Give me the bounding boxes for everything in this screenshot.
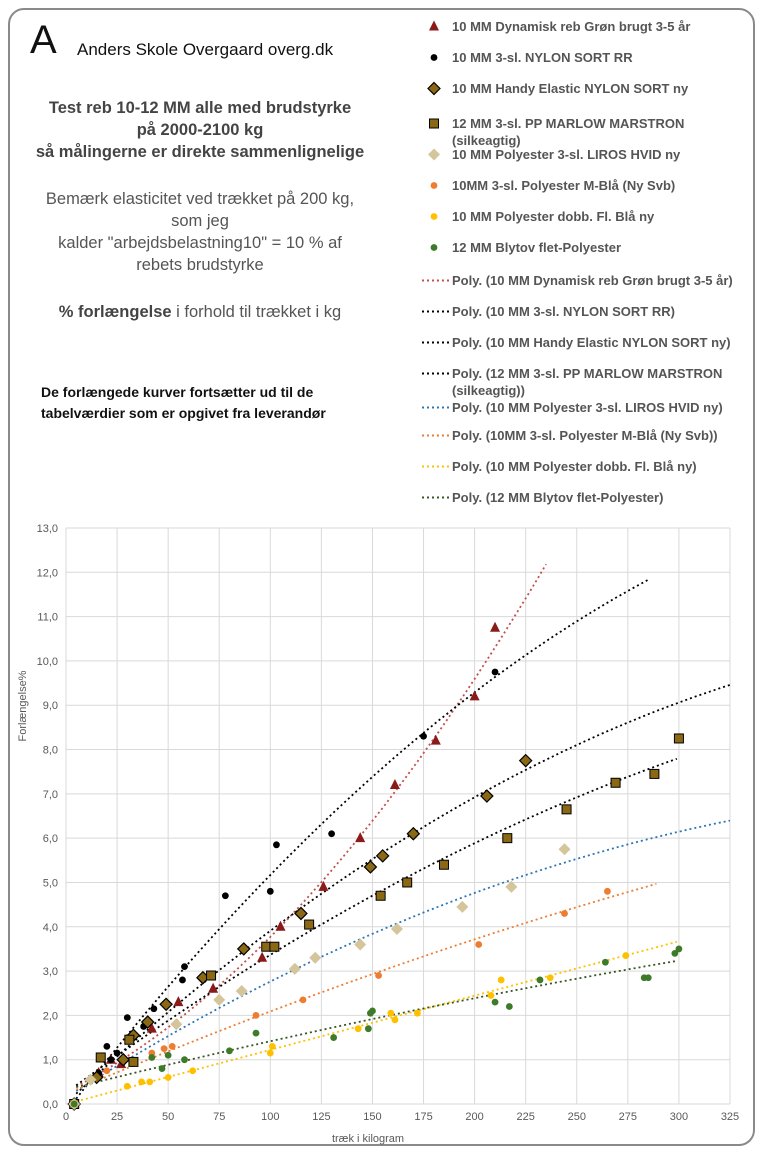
percent-bold: % forlængelse: [58, 303, 172, 321]
y-tick-label: 6,0: [42, 833, 58, 846]
data-point: [124, 1014, 131, 1021]
data-point: [562, 805, 571, 814]
x-tick-label: 75: [213, 1111, 226, 1123]
data-point: [674, 734, 683, 743]
x-tick-label: 175: [414, 1111, 433, 1123]
data-point: [328, 830, 335, 837]
data-point: [150, 1005, 157, 1012]
percent-rest: i forhold til trækket i kg: [171, 303, 342, 321]
data-point: [475, 941, 482, 948]
legend-label: Poly. (10 MM Polyester dobb. Fl. Blå ny): [452, 459, 697, 474]
data-point: [611, 778, 620, 787]
y-tick-label: 3,0: [42, 966, 58, 979]
data-point: [506, 1003, 513, 1010]
data-point: [148, 1054, 155, 1061]
legend-label: Poly. (10MM 3-sl. Polyester M-Blå (Ny Svb)): [452, 428, 718, 443]
plot-area: [66, 528, 730, 1104]
test-line: så målingerne er direkte sammenlignelige: [35, 143, 365, 161]
data-point: [369, 1008, 376, 1015]
y-tick-label: 8,0: [42, 744, 58, 757]
x-tick-label: 250: [567, 1111, 586, 1123]
data-point: [103, 1043, 110, 1050]
data-point: [375, 972, 382, 979]
data-point: [645, 974, 652, 981]
x-axis-title: træk i kilogram: [331, 1133, 405, 1145]
y-tick-label: 10,0: [36, 655, 58, 668]
legend-label: 10 MM Handy Elastic NYLON SORT ny: [452, 81, 689, 96]
y-tick-label: 5,0: [42, 877, 58, 890]
data-point: [376, 891, 385, 900]
legend-label: Poly. (10 MM Handy Elastic NYLON SORT ny): [452, 335, 731, 350]
data-point: [602, 959, 609, 966]
legend-label: Poly. (12 MM Blytov flet-Polyester): [452, 490, 664, 505]
data-point: [207, 971, 216, 980]
data-point: [355, 1025, 362, 1032]
data-point: [269, 1043, 276, 1050]
legend-label: 12 MM 3-sl. PP MARLOW MARSTRON (silkeagtig): [452, 116, 685, 148]
x-tick-label: 0: [62, 1111, 70, 1123]
data-point: [96, 1053, 105, 1062]
data-point: [420, 733, 427, 740]
author-line: Anders Skole Overgaard overg.dk: [77, 40, 334, 59]
legend-label: 10 MM Polyester 3-sl. LIROS HVID ny: [452, 147, 681, 162]
data-point: [181, 1056, 188, 1063]
legend-label: 10 MM Dynamisk reb Grøn brugt 3-5 år: [452, 19, 691, 34]
data-point: [222, 892, 229, 899]
data-point: [103, 1067, 110, 1074]
y-tick-label: 13,0: [36, 523, 58, 535]
legend-label: Poly. (10 MM Dynamisk reb Grøn brugt 3-5 år): [452, 273, 733, 288]
data-point: [503, 834, 512, 843]
data-point: [650, 769, 659, 778]
x-tick-label: 275: [618, 1111, 638, 1123]
data-point: [365, 1025, 372, 1032]
data-point: [159, 1065, 166, 1072]
y-tick-label: 1,0: [42, 1054, 58, 1067]
data-point: [330, 1034, 337, 1041]
x-tick-label: 300: [669, 1111, 689, 1123]
data-point: [492, 999, 499, 1006]
data-point: [165, 1052, 172, 1059]
elastic-line: Bemærk elasticitet ved trækket på 200 kg,: [45, 190, 355, 208]
legend-label: 12 MM Blytov flet-Polyester: [452, 240, 622, 255]
data-point: [189, 1067, 196, 1074]
x-tick-label: 200: [465, 1111, 484, 1123]
data-point: [169, 1043, 176, 1050]
legend-label: 10 MM 3-sl. NYLON SORT RR: [452, 50, 633, 65]
elastic-line: som jeg: [171, 212, 229, 230]
data-point: [547, 974, 554, 981]
y-tick-label: 2,0: [42, 1010, 58, 1023]
data-point: [273, 841, 280, 848]
extension-note: De forlængede kurver fortsætter ud til de tabelværdier som er opgivet fra leverandør: [41, 384, 326, 421]
y-tick-label: 12,0: [36, 567, 58, 580]
data-point: [161, 1045, 168, 1052]
data-point: [300, 996, 307, 1003]
data-point: [387, 1010, 394, 1017]
y-tick-label: 9,0: [42, 700, 58, 713]
legend-label: 10MM 3-sl. Polyester M-Blå (Ny Svb): [452, 178, 676, 193]
data-point: [403, 878, 412, 887]
x-tick-label: 100: [261, 1111, 280, 1123]
y-tick-label: 7,0: [42, 788, 58, 801]
test-line: Test reb 10-12 MM alle med brudstyrke: [48, 99, 352, 117]
legend-label: Poly. (10 MM 3-sl. NYLON SORT RR): [452, 304, 675, 319]
data-point: [71, 1101, 78, 1108]
x-tick-label: 325: [720, 1111, 740, 1123]
data-point: [270, 942, 279, 951]
data-point: [179, 977, 186, 984]
data-point: [124, 1083, 131, 1090]
data-point: [622, 952, 629, 959]
legend-label: Poly. (10 MM Polyester 3-sl. LIROS HVID ny): [452, 400, 723, 415]
data-point: [226, 1047, 233, 1054]
data-point: [262, 942, 271, 951]
data-point: [439, 860, 448, 869]
data-point: [488, 992, 495, 999]
data-point: [267, 1050, 274, 1057]
data-point: [604, 888, 611, 895]
data-point: [114, 1050, 121, 1057]
x-tick-label: 225: [516, 1111, 535, 1123]
data-point: [414, 1010, 421, 1017]
data-point: [537, 977, 544, 984]
figure-letter: A: [30, 18, 57, 62]
x-tick-label: 125: [312, 1111, 331, 1123]
elastic-line: kalder "arbejdsbelastning10" = 10 % af: [58, 234, 342, 252]
data-point: [165, 1074, 172, 1081]
y-tick-label: 11,0: [37, 611, 58, 624]
data-point: [561, 910, 568, 917]
data-point: [253, 1012, 260, 1019]
data-point: [181, 963, 188, 970]
y-tick-label: 0,0: [42, 1099, 58, 1111]
y-tick-label: 4,0: [42, 921, 58, 934]
x-tick-label: 150: [363, 1111, 382, 1123]
data-point: [492, 669, 499, 676]
y-axis-title: Forlængelse%: [17, 670, 29, 742]
data-point: [108, 1056, 115, 1063]
elastic-line: rebets brudstyrke: [136, 256, 264, 274]
data-point: [676, 946, 683, 953]
data-point: [498, 977, 505, 984]
data-point: [253, 1030, 260, 1037]
data-point: [267, 888, 274, 895]
data-point: [392, 1016, 399, 1023]
legend-label: 10 MM Polyester dobb. Fl. Blå ny: [452, 209, 655, 224]
legend-label: Poly. (12 MM 3-sl. PP MARLOW MARSTRON (silkeagtig)): [452, 366, 723, 398]
data-point: [138, 1078, 145, 1085]
data-point: [305, 920, 314, 929]
data-point: [125, 1035, 134, 1044]
data-point: [146, 1078, 153, 1085]
x-tick-label: 25: [110, 1111, 124, 1123]
x-tick-label: 50: [162, 1111, 175, 1123]
data-point: [129, 1057, 138, 1066]
test-line: på 2000-2100 kg: [136, 121, 264, 139]
